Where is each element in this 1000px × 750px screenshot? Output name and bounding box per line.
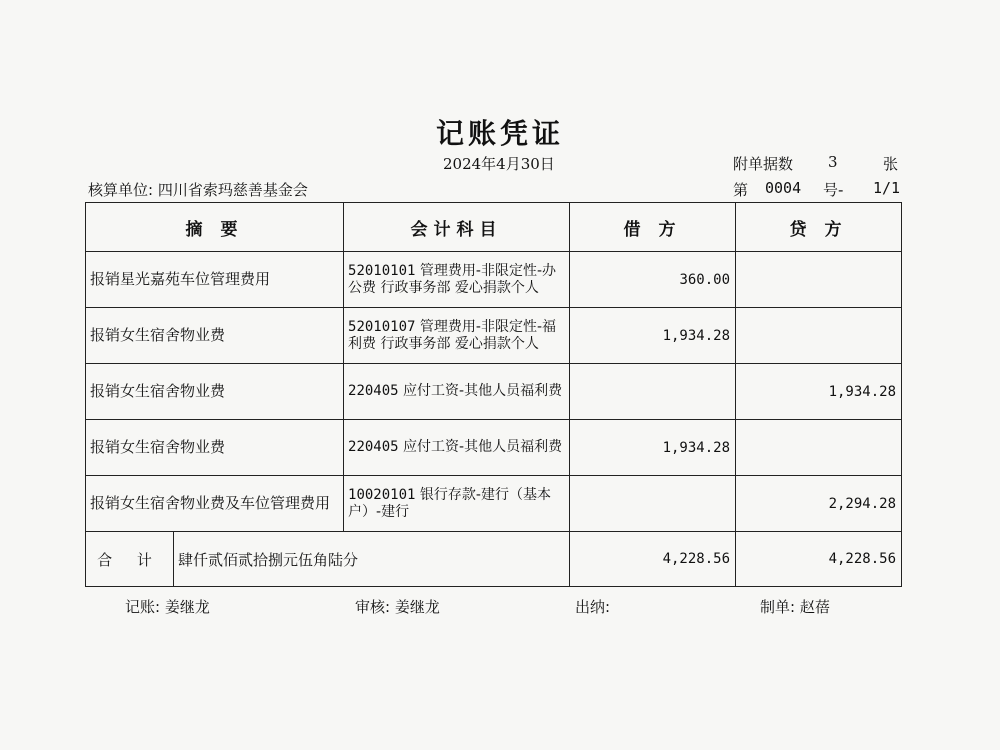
signature-reviewer: 审核: 姜继龙 [355, 598, 440, 616]
table-row [86, 252, 902, 308]
subject-code: 220405 [348, 439, 399, 455]
accounting-unit [88, 179, 308, 200]
header-subject: 会计科目 [344, 203, 570, 252]
signature-bookkeeper: 记账: 姜继龙 [125, 598, 210, 616]
total-label: 合 计 [86, 532, 174, 587]
total-credit: 4,228.56 [736, 532, 902, 587]
row-subject [344, 420, 570, 476]
table-row [86, 476, 902, 532]
header-row [86, 203, 902, 252]
voucher-page: 1/1 [873, 179, 901, 197]
row-subject [344, 308, 570, 364]
table-row [86, 308, 902, 364]
voucher-suffix: 号- [823, 181, 844, 199]
subject-code: 52010101 [348, 262, 416, 279]
header-debit: 借 方 [570, 203, 736, 252]
voucher-title: 记账凭证 [435, 117, 564, 150]
total-debit: 4,228.56 [570, 532, 736, 587]
subject-name: 管理费用-非限定性-福利费 行政事务部 爱心捐款个人 [348, 318, 557, 352]
row-debit [570, 364, 736, 420]
voucher-no: 0004 [765, 179, 802, 197]
voucher-date: 2024年4月30日 [443, 155, 555, 173]
subject-name: 银行存款-建行（基本户）-建行 [348, 486, 551, 520]
total-in-words: 肆仟贰佰贰拾捌元伍角陆分 [174, 532, 570, 587]
subject-name: 管理费用-非限定性-办公费 行政事务部 爱心捐款个人 [348, 262, 557, 296]
attachment-label: 附单据数 [733, 155, 794, 173]
row-debit: 1,934.28 [570, 308, 736, 364]
row-subject [344, 364, 570, 420]
row-subject [344, 476, 570, 532]
row-summary: 报销女生宿舍物业费 [86, 420, 344, 476]
row-summary: 报销星光嘉苑车位管理费用 [86, 252, 344, 308]
accounting-unit-label: 核算单位: [88, 181, 154, 199]
subject-code: 220405 [348, 383, 399, 399]
row-summary: 报销女生宿舍物业费 [86, 308, 344, 364]
row-debit [570, 476, 736, 532]
row-credit: 2,294.28 [736, 476, 902, 532]
row-debit: 1,934.28 [570, 420, 736, 476]
ledger-table [85, 202, 902, 587]
row-credit: 1,934.28 [736, 364, 902, 420]
row-credit [736, 420, 902, 476]
table-row [86, 420, 902, 476]
subject-name: 应付工资-其他人员福利费 [403, 439, 563, 455]
header-summary: 摘 要 [86, 203, 344, 252]
row-credit [736, 308, 902, 364]
attachment-number: 3 [828, 153, 838, 171]
subject-code: 10020101 [348, 486, 416, 503]
signature-preparer: 制单: 赵蓓 [760, 598, 830, 616]
total-row [86, 532, 902, 587]
signature-cashier: 出纳: [575, 598, 611, 616]
table-row [86, 364, 902, 420]
header-credit: 贷 方 [736, 203, 902, 252]
accounting-unit-value: 四川省索玛慈善基金会 [157, 181, 308, 199]
subject-name: 应付工资-其他人员福利费 [403, 383, 563, 399]
row-summary: 报销女生宿舍物业费 [86, 364, 344, 420]
row-credit [736, 252, 902, 308]
row-summary: 报销女生宿舍物业费及车位管理费用 [86, 476, 344, 532]
subject-code: 52010107 [348, 318, 416, 335]
voucher-prefix: 第 [733, 181, 749, 199]
row-subject [344, 252, 570, 308]
row-debit: 360.00 [570, 252, 736, 308]
attachment-unit: 张 [883, 155, 899, 173]
